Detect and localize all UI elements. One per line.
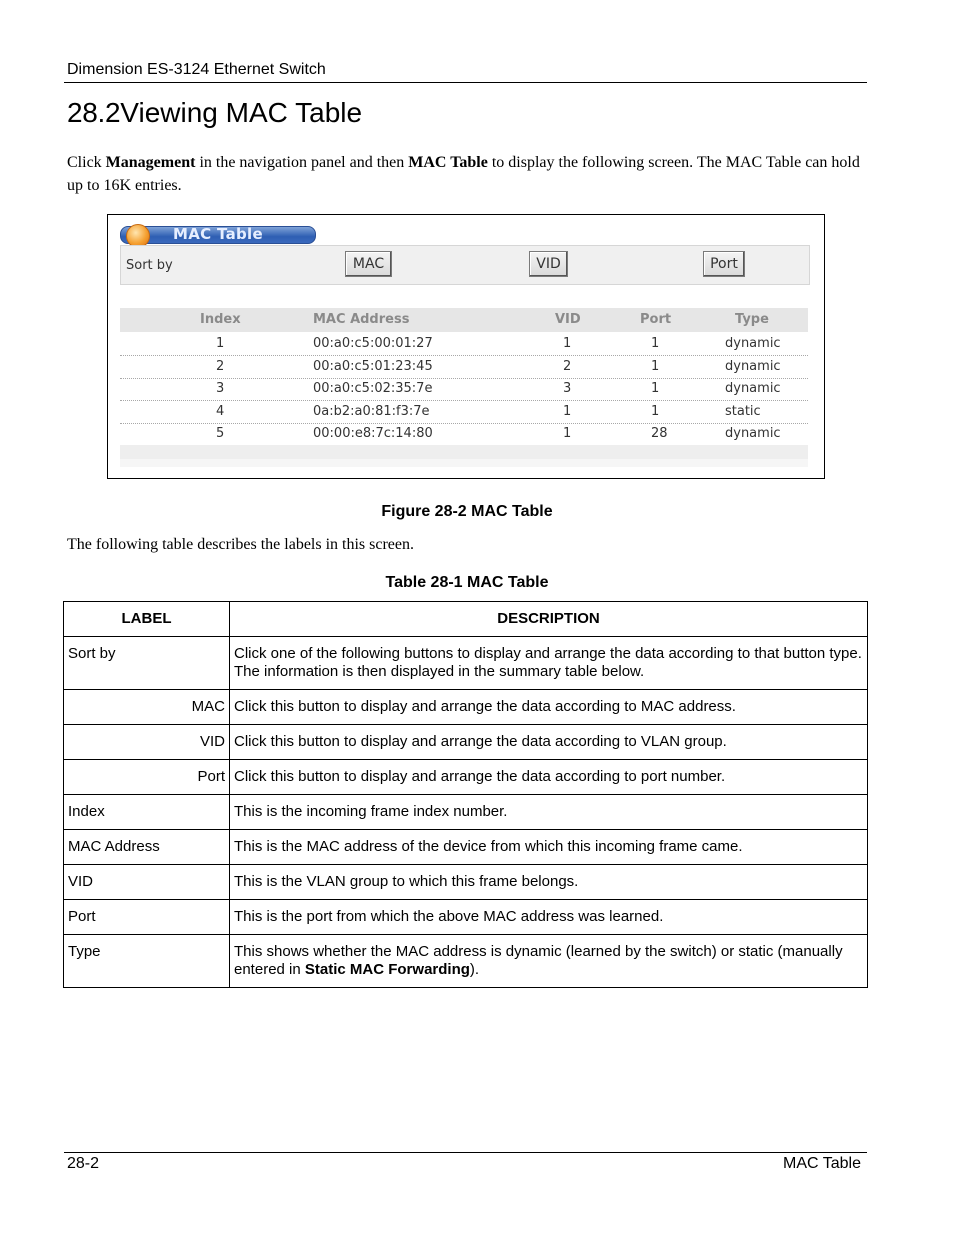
- mac-table-cell: 1: [651, 336, 660, 351]
- table-header-row: [64, 602, 868, 637]
- mac-table-cell: 1: [563, 336, 572, 351]
- row-label: Port: [64, 760, 230, 795]
- table-row: [64, 795, 868, 830]
- header-rule: [64, 82, 867, 83]
- mac-table-cell: 1: [651, 358, 660, 374]
- section-number: 28.2: [67, 97, 121, 128]
- table-caption: Table 28-1 MAC Table: [385, 574, 549, 591]
- mac-table-cell: static: [725, 403, 761, 419]
- row-description: [230, 935, 868, 988]
- header-description: DESCRIPTION: [230, 602, 868, 637]
- intro-text-3: to display the following screen. The MAC Table can hold up to 16K entries.: [67, 154, 860, 194]
- row-description: Click this button to display and arrange the data according to MAC address.: [230, 690, 868, 725]
- row-description: This is the port from which the above MAC address was learned.: [230, 900, 868, 935]
- page-number: 28-2: [67, 1155, 100, 1172]
- row-description: Click one of the following buttons to display and arrange the data according to that button type. The information is then displayed in the summary table below.: [230, 637, 868, 690]
- description-table: [63, 601, 868, 988]
- row-description: This is the MAC address of the device from which this incoming frame came.: [230, 830, 868, 865]
- col-type: Type: [735, 312, 769, 327]
- row-label: Index: [64, 795, 230, 830]
- mac-table-cell: 1: [563, 403, 572, 419]
- mac-table-cell: 1: [563, 426, 572, 441]
- sort-vid-button[interactable]: VID: [529, 251, 568, 277]
- col-port: Port: [640, 312, 672, 327]
- intro-bold-mac-table: MAC Table: [408, 154, 488, 171]
- section-title-text: Viewing MAC Table: [120, 97, 363, 128]
- mac-table-cell: 1: [651, 381, 660, 396]
- sort-mac-button[interactable]: MAC: [345, 251, 392, 277]
- table-row: [64, 830, 868, 865]
- col-vid: VID: [555, 312, 581, 327]
- figure-caption: Figure 28-2 MAC Table: [381, 503, 553, 520]
- row-label: VID: [64, 865, 230, 900]
- mac-table-cell: dynamic: [725, 381, 781, 396]
- mac-table-cell: 1: [216, 336, 225, 351]
- mac-table-cell: 1: [651, 403, 660, 419]
- mac-table-cell: 3: [563, 381, 572, 396]
- header-label: LABEL: [64, 602, 230, 637]
- row-description: Click this button to display and arrange the data according to VLAN group.: [230, 725, 868, 760]
- mac-table-cell: 5: [216, 426, 225, 441]
- mac-table-screenshot: [107, 214, 825, 479]
- mac-table-cell: 2: [563, 358, 572, 374]
- section-title: [67, 97, 362, 129]
- mac-table-cell: dynamic: [725, 426, 781, 441]
- mac-table-cell: 4: [216, 403, 225, 419]
- row-label: MAC: [64, 690, 230, 725]
- row-label: VID: [64, 725, 230, 760]
- mac-table-cell: 2: [216, 358, 225, 374]
- table-row: [64, 637, 868, 690]
- type-desc-pre: This shows whether the MAC address is dynamic (learned by the switch) or static (manually entered in: [234, 943, 843, 978]
- mac-table-cell: 00:00:e8:7c:14:80: [313, 426, 433, 441]
- row-label: Sort by: [64, 637, 230, 690]
- mac-table-cell: 00:a0:c5:01:23:45: [313, 358, 433, 374]
- type-desc-bold: Static MAC Forwarding: [304, 961, 470, 978]
- intro-bold-management: Management: [105, 154, 196, 171]
- row-label: Port: [64, 900, 230, 935]
- row-label: Type: [64, 935, 230, 988]
- mac-table-cell: 0a:b2:a0:81:f3:7e: [313, 403, 430, 419]
- mac-table-cell: 28: [651, 426, 668, 441]
- mac-table-cell: 3: [216, 381, 225, 396]
- row-description: This is the VLAN group to which this frame belongs.: [230, 865, 868, 900]
- sort-port-button[interactable]: Port: [703, 251, 745, 277]
- table-row: [64, 725, 868, 760]
- mac-table-cell: dynamic: [725, 336, 781, 351]
- mac-table-cell: 00:a0:c5:02:35:7e: [313, 381, 433, 396]
- intro-text-1: Click: [67, 154, 106, 171]
- table-row: [64, 690, 868, 725]
- running-header: Dimension ES-3124 Ethernet Switch: [67, 61, 326, 78]
- row-description: This is the incoming frame index number.: [230, 795, 868, 830]
- table-row: [64, 900, 868, 935]
- footer-rule: [64, 1152, 867, 1153]
- table-row: [64, 760, 868, 795]
- mac-table-cell: dynamic: [725, 358, 781, 374]
- type-desc-post: ).: [469, 961, 480, 978]
- panel-title: MAC Table: [173, 225, 263, 243]
- mac-table-cell: 00:a0:c5:00:01:27: [313, 336, 433, 351]
- intro-paragraph: [67, 151, 867, 197]
- table-row: [64, 935, 868, 988]
- table-footer-band-2: [120, 459, 808, 467]
- row-label: MAC Address: [64, 830, 230, 865]
- sort-by-label: Sort by: [126, 258, 173, 273]
- table-intro: The following table describes the labels in this screen.: [67, 536, 415, 553]
- table-row: [64, 865, 868, 900]
- col-index: Index: [200, 312, 241, 327]
- table-footer-band: [120, 445, 808, 459]
- row-description: Click this button to display and arrange the data according to port number.: [230, 760, 868, 795]
- intro-text-2: in the navigation panel and then: [195, 154, 409, 171]
- footer-chapter-title: MAC Table: [783, 1155, 861, 1172]
- col-mac-address: MAC Address: [313, 312, 410, 327]
